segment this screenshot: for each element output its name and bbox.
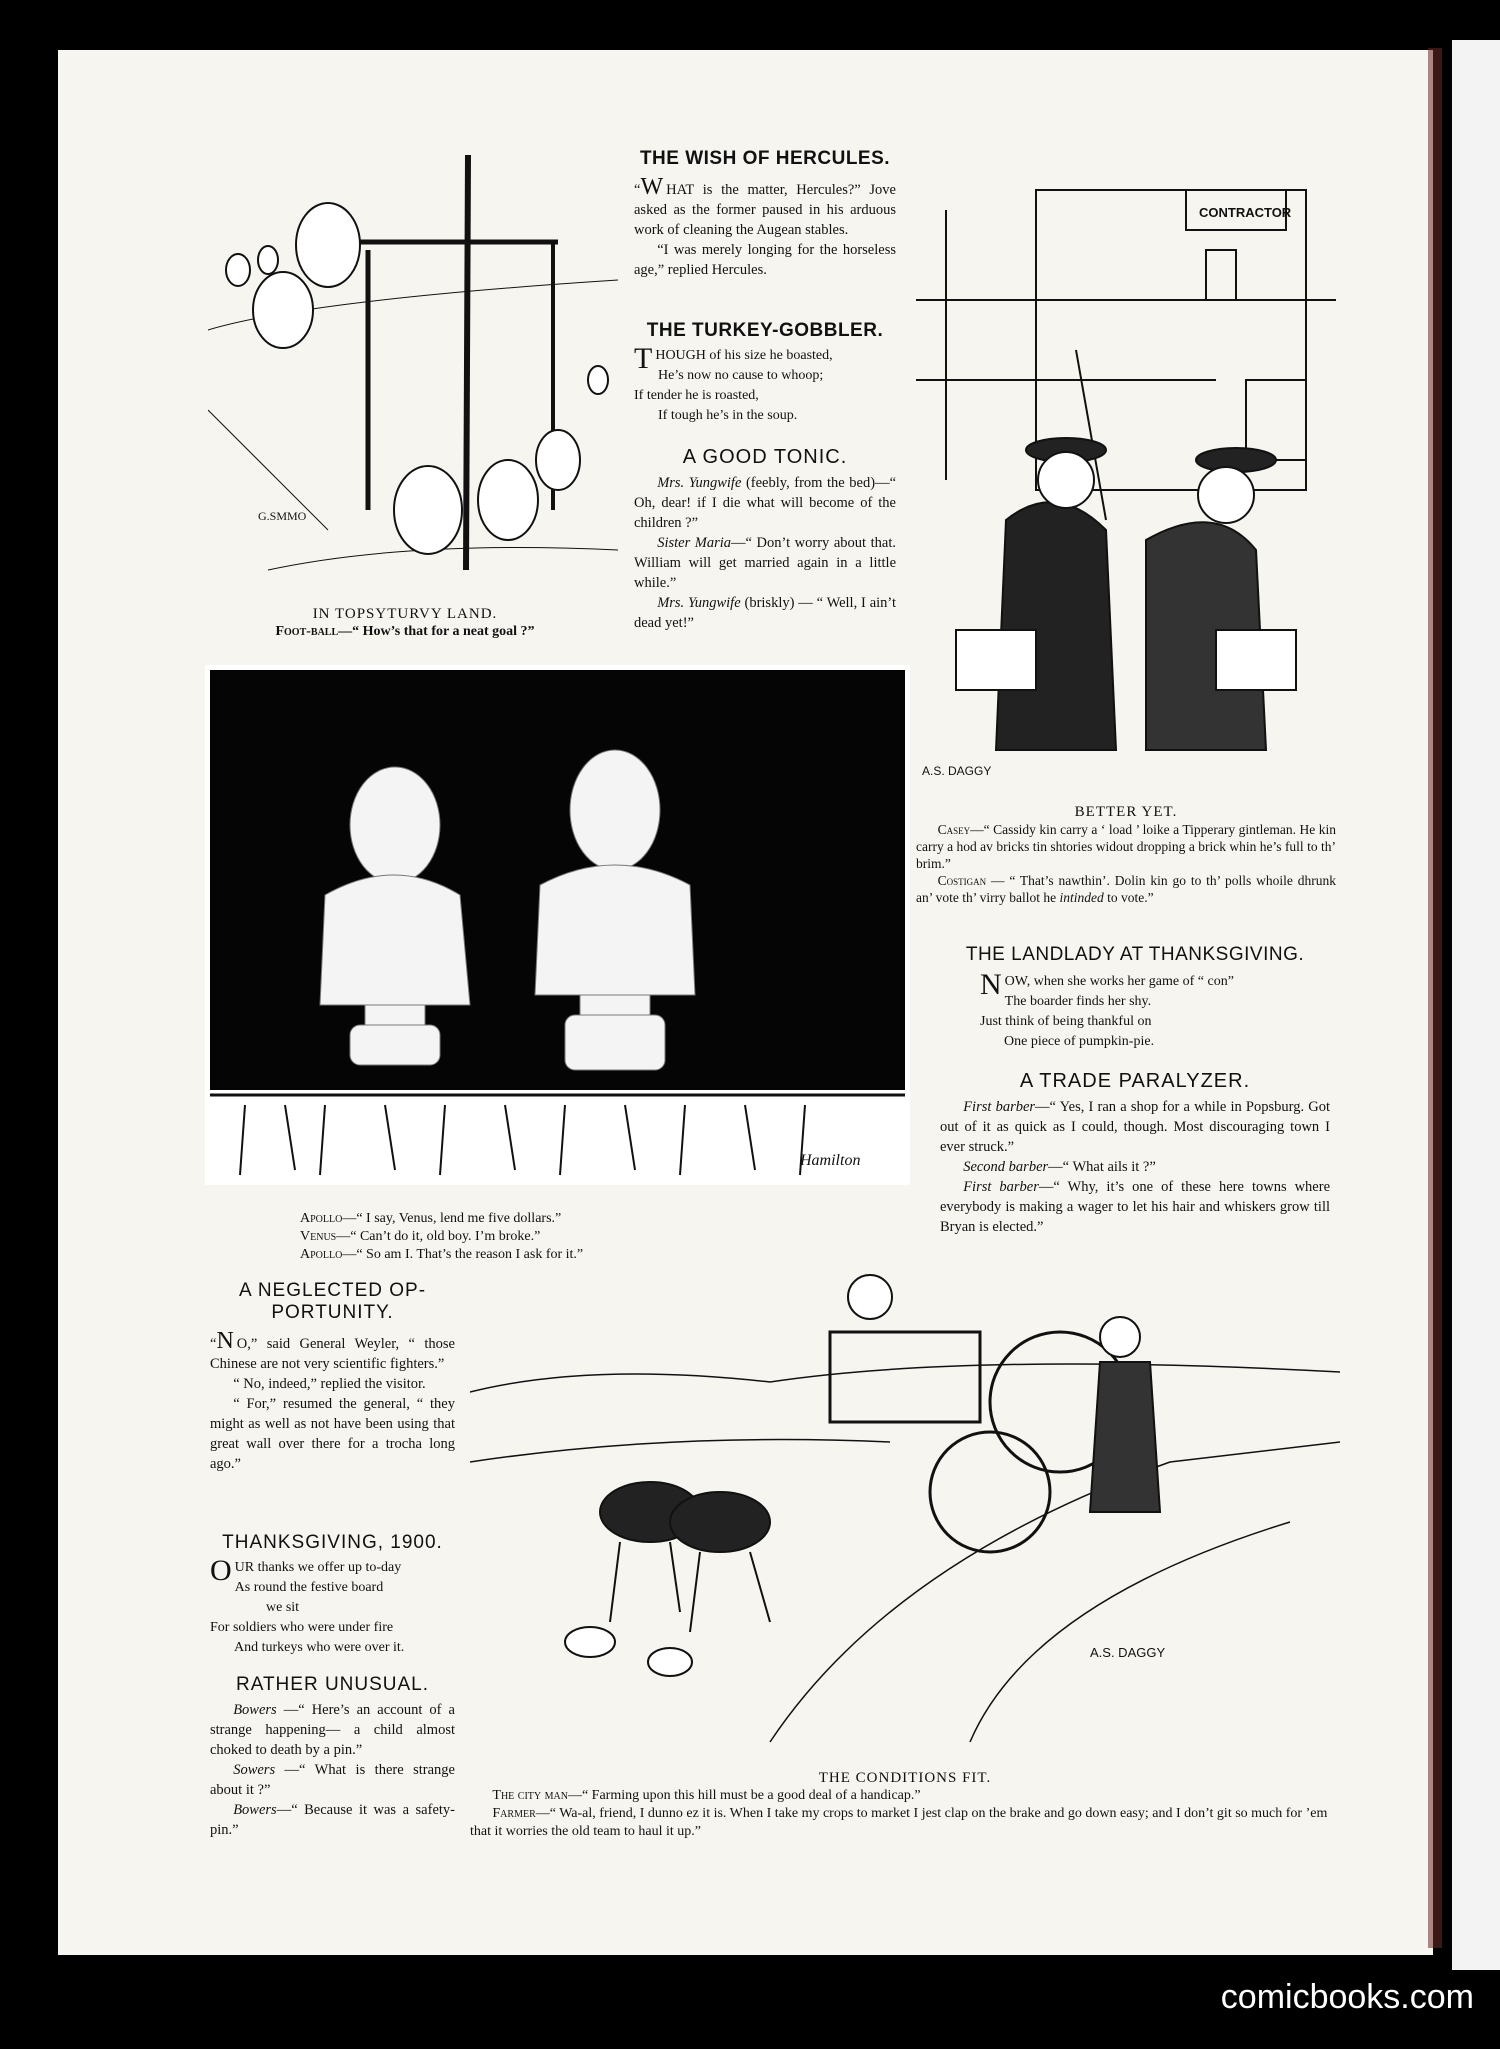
turkey-dropcap: T <box>634 342 653 375</box>
better-yet-caption: BETTER YET. Casey—“ Cassidy kin carry a ‘ load ’ loike a Tipperary gintleman. He kin carry a hod av bricks tin shtories widout dropping a brick whin he’s full to th’ brim.” Costigan — “ That’s nawthin’. Dolin kin go to th’ polls whoile dhrunk an’ vote th’ virry ballot he intinded to vote.” <box>916 804 1336 905</box>
topsy-speaker: Foot-ball <box>275 624 339 639</box>
topsy-signature: G.SMMO <box>258 509 307 523</box>
landlady-title: THE LANDLADY AT THANKSGIVING. <box>965 944 1305 965</box>
topsy-quote: —“ How’s that for a neat goal ?” <box>338 624 535 639</box>
better-yet-illustration <box>916 150 1336 800</box>
trade-article: A TRADE PARALYZER. First barber—“ Yes, I ran a shop for a while in Popsburg. Got out of it as quick as I could, though. Most discouraging town I ever struck.” Second barber—“ What ails it ?” First barber—“ Why, it’s one of these here towns where everybody is making a wager to let his hair and whiskers grow till Bryan is elected.” <box>940 1070 1331 1235</box>
topsy-caption <box>230 606 580 641</box>
turkey-poem: THE TURKEY-GOBBLER. THOUGH of his size he boasted, He’s now no cause to whoop; If tender he is roasted, If tough he’s in the soup. <box>634 320 896 426</box>
site-watermark: comicbooks.com <box>1220 1978 1474 2016</box>
landlady-dropcap: N <box>980 968 1002 1001</box>
hercules-p2: “I was merely longing for the horseless age,” replied Hercules. <box>634 242 896 278</box>
unusual-article: RATHER UNUSUAL. Bowers —“ Here’s an account of a strange happening— a child almost choked to death by a pin.” Sowers —“ What is there strange about it ?” Bowers—“ Because it was a safety-pin.” <box>210 1674 455 1838</box>
hercules-p1: HAT is the matter, Hercules?” Jove asked as the former paused in his arduous work of cleaning the Augean stables. <box>634 182 896 238</box>
page-edge-shadow <box>1428 48 1442 1948</box>
hercules-article: THE WISH OF HERCULES. “W HAT is the matter, Hercules?” Jove asked as the former paused in his arduous work of cleaning the Augean stables. “I was merely longing for the horseless age,” replied Hercules. <box>634 148 896 278</box>
landlady-poem: THE LANDLADY AT THANKSGIVING. NOW, when she works her game of “ con” The boarder finds her shy. Just think of being thankful on One piece of pumpkin-pie. <box>940 944 1330 1052</box>
conditions-title: THE CONDITIONS FIT. <box>818 1770 992 1786</box>
better-title: BETTER YET. <box>1074 804 1178 820</box>
apollo-signature: Hamilton <box>800 1152 861 1169</box>
conditions-caption: THE CONDITIONS FIT. The city man—“ Farming upon this hill must be a good deal of a handicap.” Farmer—“ Wa-al, friend, I dunno ez it is. When I take my crops to market I jest clap on the brake and go down easy; and I don’t git so much for ’em that it worries the old team to haul it up.” <box>470 1770 1340 1841</box>
apollo-caption: Apollo—“ I say, Venus, lend me five dollars.” Venus—“ Can’t do it, old boy. I’m broke.” Apollo—“ So am I. That’s the reason I ask for it.” <box>300 1211 584 1262</box>
conditions-fit-illustration <box>470 1262 1340 1762</box>
tonic-article: A GOOD TONIC. Mrs. Yungwife (feebly, from the bed)—“ Oh, dear! if I die what will become of the children ?” Sister Maria—“ Don’t worry about that. William will get married again in a little while.” Mrs. Yungwife (briskly) — “ Well, I ain’t dead yet!” <box>634 446 897 631</box>
hercules-title: THE WISH OF HERCULES. <box>639 148 891 169</box>
unusual-title: RATHER UNUSUAL. <box>235 1674 430 1695</box>
topsy-caption-title: IN TOPSYTURVY LAND. <box>312 606 498 622</box>
topsyturvy-illustration <box>208 150 618 600</box>
better-signature: A.S. DAGGY <box>922 764 992 778</box>
tonic-title: A GOOD TONIC. <box>682 446 848 468</box>
hercules-dropcap: W <box>640 174 664 200</box>
trade-title: A TRADE PARALYZER. <box>1019 1070 1251 1092</box>
turkey-title: THE TURKEY-GOBBLER. <box>646 320 884 341</box>
conditions-signature: A.S. DAGGY <box>1090 1645 1166 1660</box>
thanksgiving-poem: THANKSGIVING, 1900. OUR thanks we offer up to-day As round the festive board we sit For soldiers who were under fire And turkeys who were over it. <box>210 1532 455 1658</box>
neglected-article: A NEGLECTED OP- PORTUNITY. “N O,” said General Weyler, “ those Chinese are not very scientific fighters.” “ No, indeed,” replied the visitor. “ For,” resumed the general, “ they might as well as not have been using that great wall over there for a trocha long ago.” <box>210 1280 455 1472</box>
apollo-venus-illustration <box>205 665 910 1185</box>
contractor-sign: CONTRACTOR <box>1199 205 1292 220</box>
thanksgiving-title: THANKSGIVING, 1900. <box>222 1532 443 1553</box>
adjacent-page <box>1452 40 1500 1970</box>
